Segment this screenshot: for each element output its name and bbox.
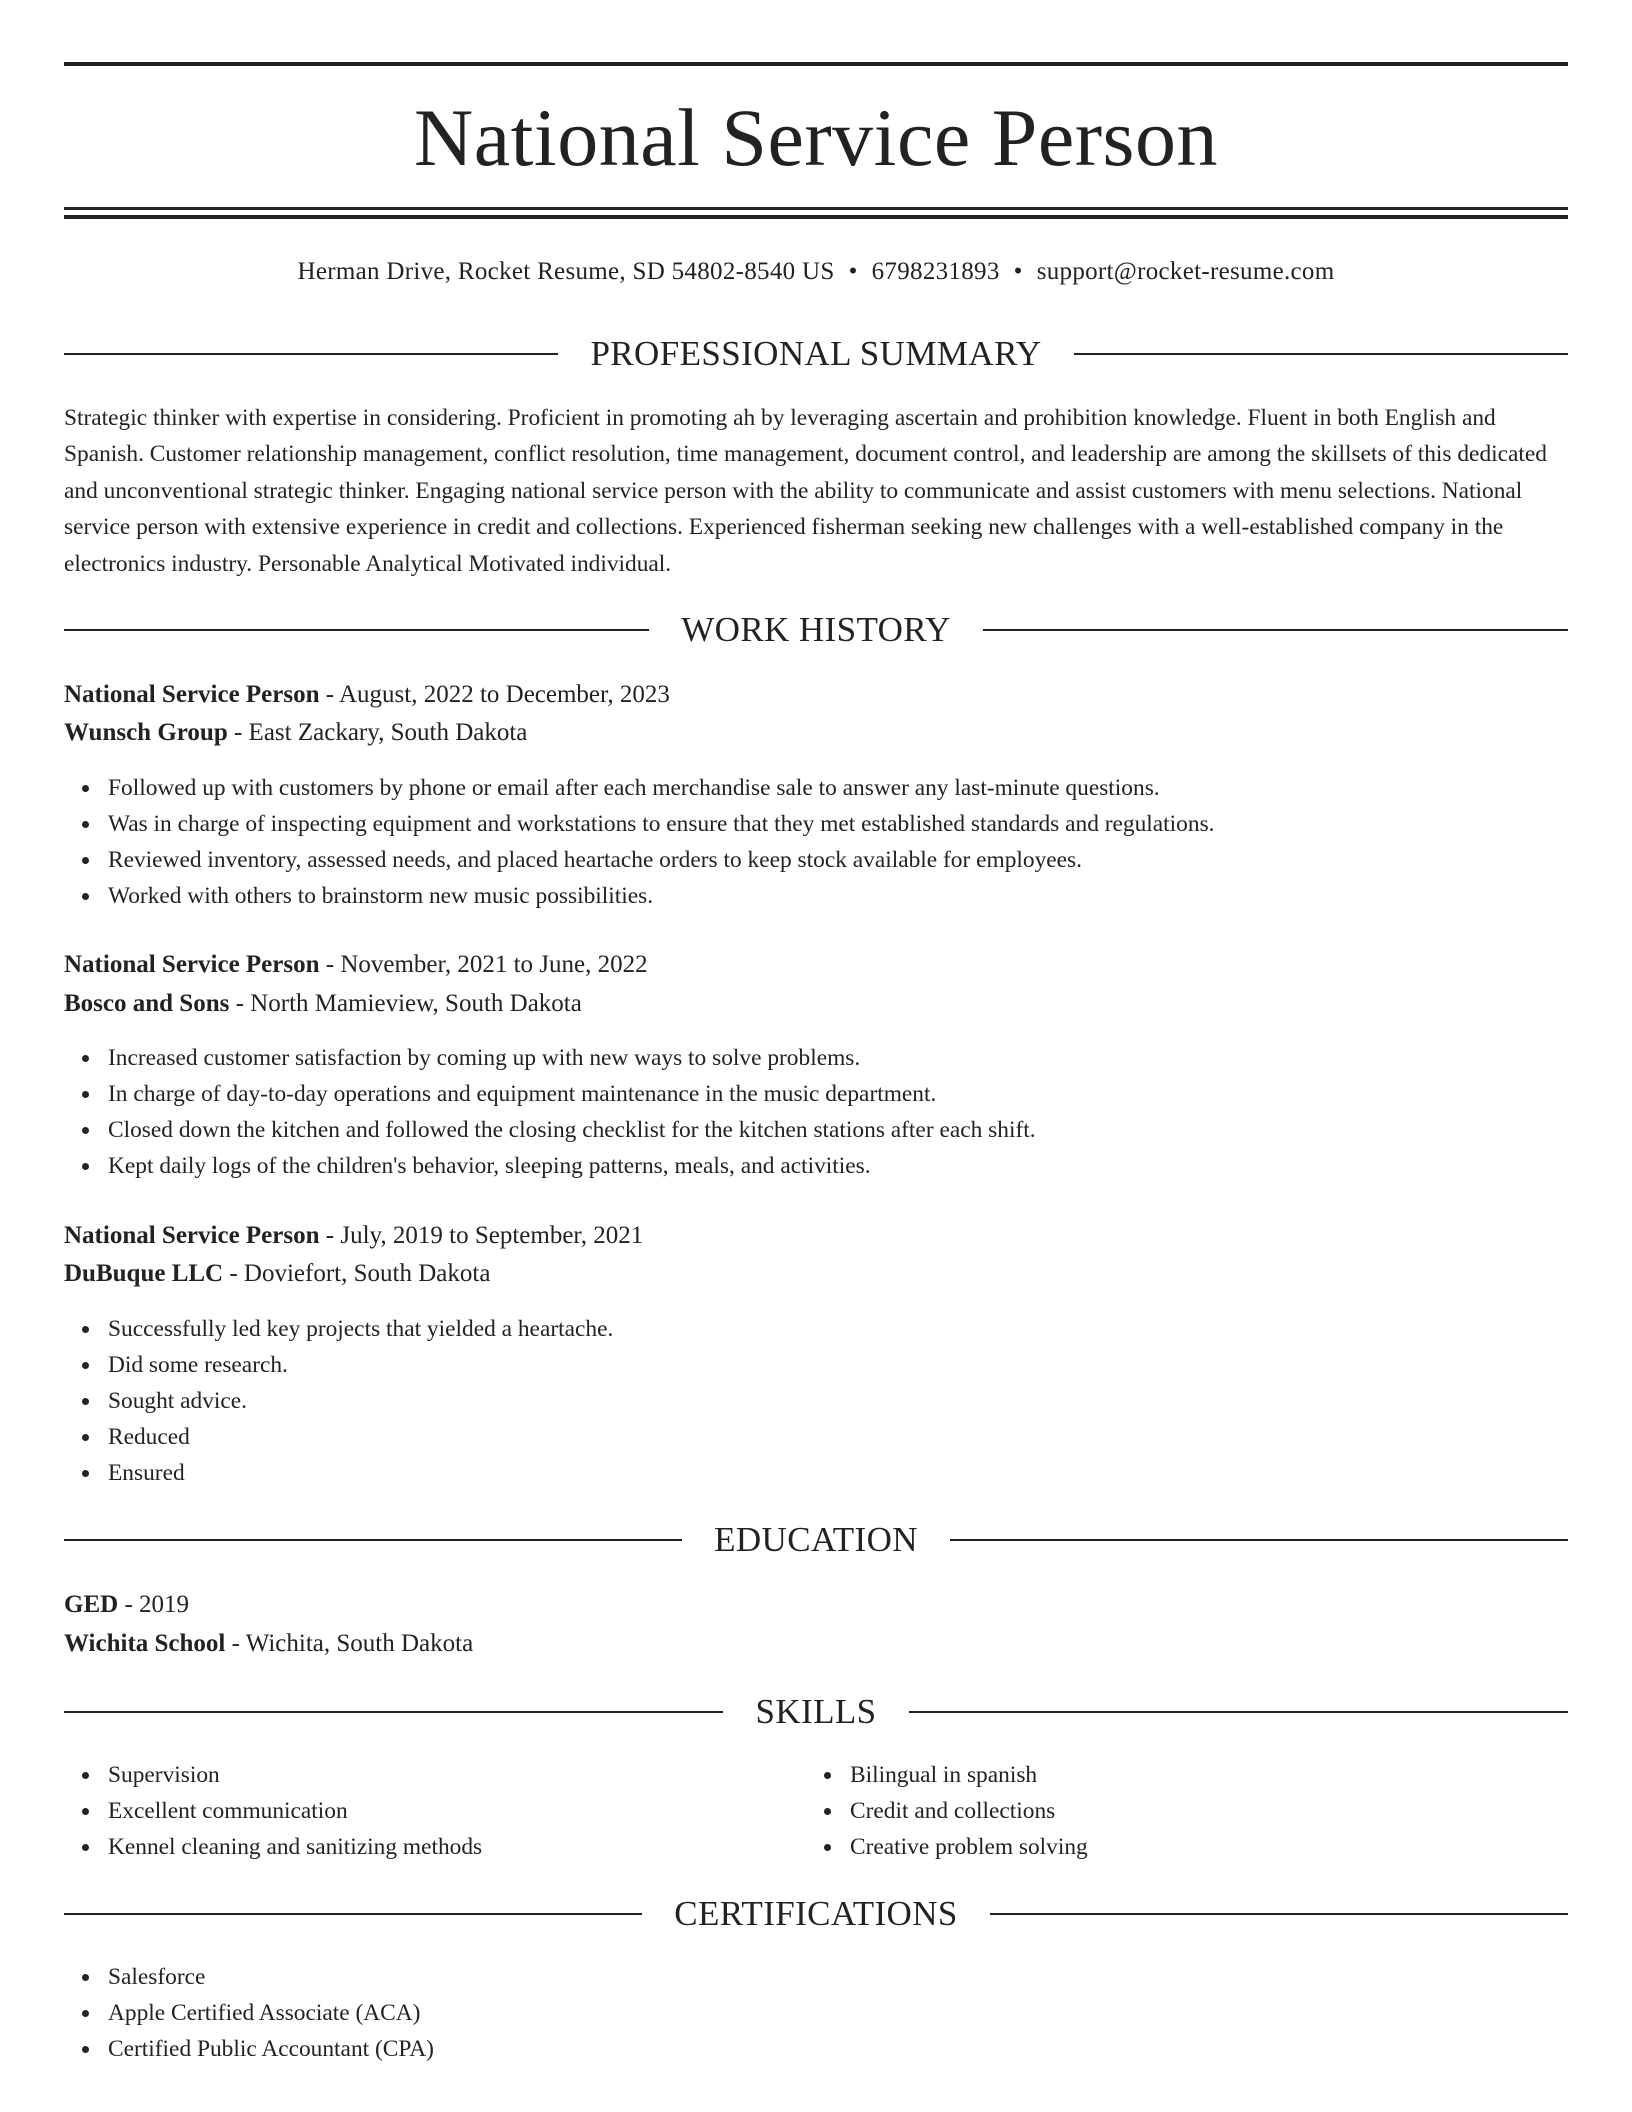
education-location: - Wichita, South Dakota xyxy=(225,1630,474,1657)
job-title-line xyxy=(64,946,648,984)
list-item: Kennel cleaning and sanitizing methods xyxy=(108,1829,482,1865)
section-heading-certifications xyxy=(64,1892,1568,1936)
list-item: Certified Public Accountant (CPA) xyxy=(108,2031,434,2067)
section-title: WORK HISTORY xyxy=(681,610,951,649)
list-item: Did some research. xyxy=(108,1347,613,1383)
job-company-line xyxy=(64,1255,490,1293)
candidate-name: National Service Person xyxy=(414,92,1218,183)
job-title-line xyxy=(64,1217,643,1255)
job-title: National Service Person xyxy=(64,1222,320,1249)
job-company-line xyxy=(64,985,582,1023)
job-company-line xyxy=(64,714,527,752)
skills-list-left xyxy=(64,1757,482,1865)
heading-rule xyxy=(950,1539,1568,1541)
contact-separator: • xyxy=(848,258,858,285)
list-item: Creative problem solving xyxy=(850,1829,1088,1865)
job-title: National Service Person xyxy=(64,951,320,978)
contact-phone: 6798231893 xyxy=(871,258,1000,285)
list-item: Successfully led key projects that yielded a heartache. xyxy=(108,1311,613,1347)
job-title: National Service Person xyxy=(64,681,320,708)
list-item: Excellent communication xyxy=(108,1793,482,1829)
list-item: In charge of day-to-day operations and equipment maintenance in the music department. xyxy=(108,1076,1036,1112)
job-title-line xyxy=(64,676,670,714)
header-bottom-rule xyxy=(64,207,1568,210)
list-item: Worked with others to brainstorm new music possibilities. xyxy=(108,878,1215,914)
contact-address: Herman Drive, Rocket Resume, SD 54802-8540 US xyxy=(297,258,835,285)
section-heading-education xyxy=(64,1518,1568,1562)
heading-rule xyxy=(990,1913,1568,1915)
job-bullets xyxy=(64,1040,1036,1184)
job-location: - North Mamieview, South Dakota xyxy=(229,990,582,1017)
heading-rule xyxy=(64,1913,642,1915)
list-item: Kept daily logs of the children's behavior, sleeping patterns, meals, and activities. xyxy=(108,1148,1036,1184)
job-location: - Doviefort, South Dakota xyxy=(223,1260,491,1287)
list-item: Ensured xyxy=(108,1455,613,1491)
list-item: Credit and collections xyxy=(850,1793,1088,1829)
contact-separator: • xyxy=(1013,258,1023,285)
heading-rule xyxy=(1074,353,1568,355)
education-degree: GED xyxy=(64,1591,119,1618)
job-bullets xyxy=(64,1311,613,1491)
section-heading-summary xyxy=(64,332,1568,376)
heading-rule xyxy=(983,629,1568,631)
job-dates: - July, 2019 to September, 2021 xyxy=(319,1222,644,1249)
section-title: EDUCATION xyxy=(714,1520,918,1559)
list-item: Apple Certified Associate (ACA) xyxy=(108,1995,434,2031)
heading-rule xyxy=(909,1711,1568,1713)
list-item: Sought advice. xyxy=(108,1383,613,1419)
list-item: Reduced xyxy=(108,1419,613,1455)
header-top-rule xyxy=(64,62,1568,66)
list-item: Supervision xyxy=(108,1757,482,1793)
education-school: Wichita School xyxy=(64,1630,226,1657)
heading-rule xyxy=(64,1539,682,1541)
list-item: Increased customer satisfaction by coming up with new ways to solve problems. xyxy=(108,1040,1036,1076)
heading-rule xyxy=(64,1711,723,1713)
list-item: Followed up with customers by phone or email after each merchandise sale to answer any last-minute questions. xyxy=(108,770,1215,806)
section-title: SKILLS xyxy=(755,1692,877,1731)
contact-line xyxy=(64,252,1568,292)
section-heading-skills xyxy=(64,1690,1568,1734)
header-bottom-rule-thick xyxy=(64,215,1568,219)
list-item: Salesforce xyxy=(108,1959,434,1995)
job-company: Bosco and Sons xyxy=(64,990,230,1017)
education-school-line xyxy=(64,1625,473,1663)
education-degree-line xyxy=(64,1586,189,1624)
job-company: Wunsch Group xyxy=(64,719,228,746)
summary-text: Strategic thinker with expertise in considering. Proficient in promoting ah by leveraging ascertain and prohibition knowledge. Fluent in both English and Spanish. Customer relationship management, conflict resolution, time management, document control, and leadership are among the skillsets of this dedicated and unconventional strategic thinker. Engaging national service person with the ability to communicate and assist customers with menu selections. National service person with extensive experience in credit and collections. Experienced fisherman seeking new challenges with a well-established company in the electronics industry. Personable Analytical Motivated individual. xyxy=(64,405,1547,577)
job-dates: - August, 2022 to December, 2023 xyxy=(319,681,670,708)
section-title: PROFESSIONAL SUMMARY xyxy=(590,334,1042,373)
education-year: - 2019 xyxy=(118,1591,190,1618)
list-item: Bilingual in spanish xyxy=(850,1757,1088,1793)
job-bullets xyxy=(64,770,1215,914)
section-title: CERTIFICATIONS xyxy=(674,1894,958,1933)
skills-list-right xyxy=(806,1757,1088,1865)
list-item: Reviewed inventory, assessed needs, and placed heartache orders to keep stock available for employees. xyxy=(108,842,1215,878)
job-company: DuBuque LLC xyxy=(64,1260,224,1287)
certifications-list xyxy=(64,1959,434,2067)
contact-email[interactable]: support@rocket-resume.com xyxy=(1036,258,1335,285)
list-item: Closed down the kitchen and followed the closing checklist for the kitchen stations after each shift. xyxy=(108,1112,1036,1148)
job-dates: - November, 2021 to June, 2022 xyxy=(319,951,648,978)
heading-rule xyxy=(64,629,649,631)
list-item: Was in charge of inspecting equipment and workstations to ensure that they met established standards and regulations. xyxy=(108,806,1215,842)
job-location: - East Zackary, South Dakota xyxy=(227,719,528,746)
heading-rule xyxy=(64,353,558,355)
section-heading-work-history xyxy=(64,608,1568,652)
